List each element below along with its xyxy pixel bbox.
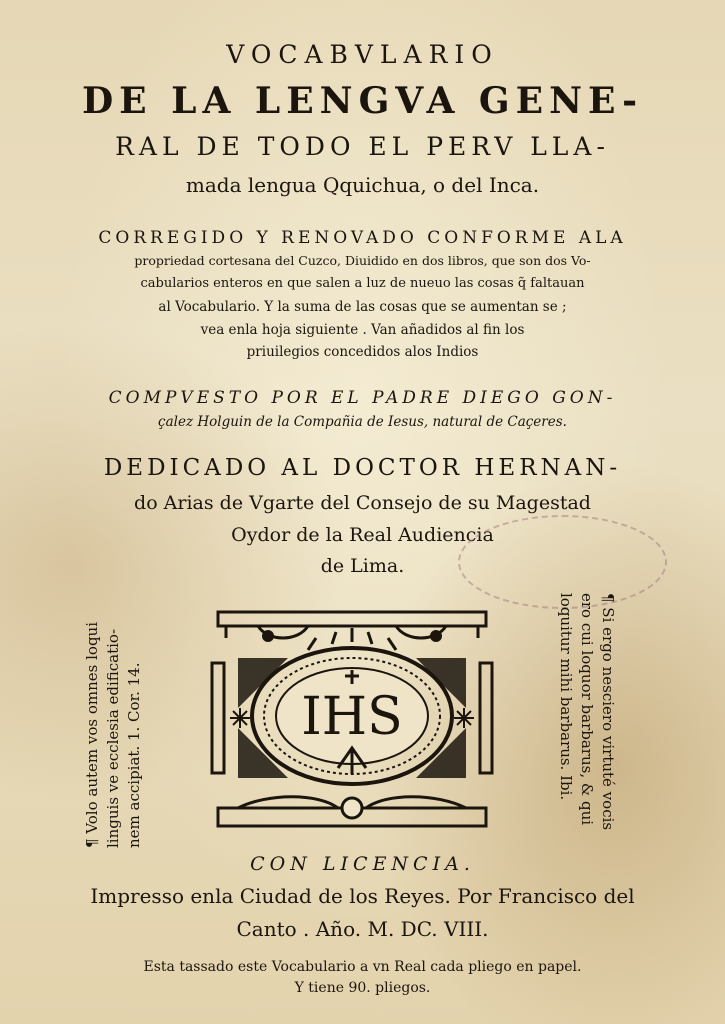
author-line-2: çalez Holguin de la Compañia de Iesus, natural de Caçeres. <box>158 414 567 430</box>
title-line-2: DE LA LENGVA GENE- <box>81 80 644 122</box>
side-quote-left-line-2: linguis ve ecclesia edificatio- <box>104 628 122 848</box>
author-line-1: COMPVESTO POR EL PADRE DIEGO GON- <box>108 388 617 408</box>
dedication-line-3: Oydor de la Real Audiencia <box>231 524 494 546</box>
description-line-1: CORREGIDO Y RENOVADO CONFORME ALA <box>98 228 627 248</box>
description-line-4: al Vocabulario. Y la suma de las cosas que se aumentan se ; <box>158 299 567 315</box>
description-line-2: propriedad cortesana del Cuzco, Diuidido en dos libros, que son dos Vo- <box>134 253 591 268</box>
license-line: CON LICENCIA. <box>250 853 475 875</box>
price-line-1: Esta tassado este Vocabulario a vn Real cada pliego en papel. <box>143 959 582 975</box>
title-line-4: mada lengua Qquichua, o del Inca. <box>185 173 540 197</box>
title-line-3: RAL DE TODO EL PERV LLA- <box>115 132 610 161</box>
side-quote-right-line-1: ¶ Si ergo nesciero virtuté vocis <box>599 593 617 831</box>
dedication-line-2: do Arias de Vgarte del Consejo de su Magestad <box>134 492 591 514</box>
price-line-2: Y tiene 90. pliegos. <box>294 980 431 996</box>
description-line-3: cabularios enteros en que salen a luz de nueuo las cosas q̃ faltauan <box>140 276 585 291</box>
side-quote-left-line-3: nem accipiat. 1. Cor. 14. <box>125 662 143 848</box>
side-quote-left <box>82 622 145 848</box>
title-line-1: VOCABVLARIO <box>226 40 499 69</box>
side-quote-left-line-1: ¶ Volo autem vos omnes loqui <box>83 621 101 848</box>
description-line-5: vea enla hoja siguiente . Van añadidos al fin los <box>200 322 525 338</box>
ihs-monogram: IHS <box>301 687 403 747</box>
imprint-line-1: Impresso enla Ciudad de los Reyes. Por Francisco del <box>90 884 635 908</box>
side-quote-right-line-2: ero cui loquor barbarus, & qui <box>578 593 596 826</box>
dedication-line-1: DEDICADO AL DOCTOR HERNAN- <box>103 455 622 481</box>
imprint-line-2: Canto . Año. M. DC. VIII. <box>236 917 489 941</box>
description-line-6: priuilegios concedidos alos Indios <box>246 344 479 360</box>
dedication-line-4: de Lima. <box>320 555 405 577</box>
ihs-woodcut-emblem <box>208 608 496 836</box>
side-quote-right <box>555 593 618 830</box>
side-quote-right-line-3: loquitur mihi barbarus. Ibi. <box>557 593 575 801</box>
